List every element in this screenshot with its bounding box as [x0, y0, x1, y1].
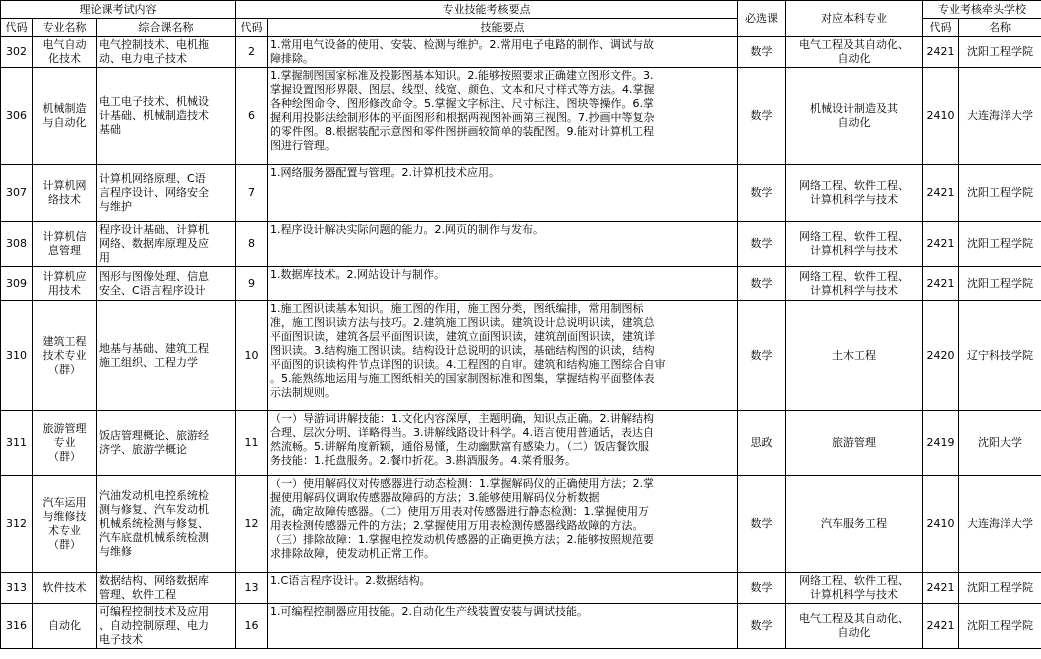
- row-major: 建筑工程 技术专业 （群）: [33, 301, 97, 411]
- row-skill-code: 2: [236, 37, 268, 68]
- row-skills: 1.常用电气设备的使用、安装、检测与维护。2.常用电子电路的制作、调试与故 障排除。: [268, 37, 738, 68]
- table-row: [1, 604, 1041, 649]
- row-major: 软件技术: [33, 573, 97, 604]
- row-major: 计算机网 络技术: [33, 165, 97, 222]
- row-courses: 计算机网络原理、C语 言程序设计、网络安全 与维护: [97, 165, 236, 222]
- table-row: [1, 301, 1041, 411]
- row-school-code: 2410: [923, 476, 959, 573]
- row-skill-code: 13: [236, 573, 268, 604]
- table-row: [1, 267, 1041, 301]
- row-code: 311: [1, 411, 33, 476]
- row-major: 计算机信 息管理: [33, 222, 97, 267]
- row-required: 数学: [738, 476, 786, 573]
- row-skill-code: 6: [236, 68, 268, 165]
- row-code: 302: [1, 37, 33, 68]
- row-skill-code: 10: [236, 301, 268, 411]
- row-school-code: 2410: [923, 68, 959, 165]
- row-required: 数学: [738, 301, 786, 411]
- row-skills: 1.网络服务器配置与管理。2.计算机技术应用。: [268, 165, 738, 222]
- row-major: 机械制造 与自动化: [33, 68, 97, 165]
- row-school: 沈阳工程学院: [959, 37, 1041, 68]
- row-skill-code: 8: [236, 222, 268, 267]
- row-bachelor: 机械设计制造及其 自动化: [786, 68, 923, 165]
- header-school-name: 名称: [959, 19, 1041, 37]
- row-school: 沈阳工程学院: [959, 222, 1041, 267]
- row-skills: 1.C语言程序设计。2.数据结构。: [268, 573, 738, 604]
- row-code: 316: [1, 604, 33, 649]
- row-courses: 可编程控制技术及应用 、自动控制原理、电力 电子技术: [97, 604, 236, 649]
- row-school: 辽宁科技学院: [959, 301, 1041, 411]
- row-code: 312: [1, 476, 33, 573]
- row-bachelor: 汽车服务工程: [786, 476, 923, 573]
- row-school: 沈阳工程学院: [959, 165, 1041, 222]
- header-lead-school: 专业考核牵头学校: [923, 1, 1041, 19]
- row-school-code: 2421: [923, 165, 959, 222]
- row-school-code: 2421: [923, 604, 959, 649]
- row-skill-code: 16: [236, 604, 268, 649]
- row-school-code: 2421: [923, 573, 959, 604]
- row-skill-code: 7: [236, 165, 268, 222]
- row-major: 自动化: [33, 604, 97, 649]
- row-bachelor: 网络工程、软件工程、 计算机科学与技术: [786, 165, 923, 222]
- row-school-code: 2421: [923, 267, 959, 301]
- row-skills: 1.程序设计解决实际问题的能力。2.网页的制作与发布。: [268, 222, 738, 267]
- row-school-code: 2421: [923, 222, 959, 267]
- header-code: 代码: [1, 19, 33, 37]
- row-major: 电气自动 化技术: [33, 37, 97, 68]
- header-required: 必选课: [738, 1, 786, 37]
- row-courses: 电工电子技术、机械设 计基础、机械制造技术 基础: [97, 68, 236, 165]
- table-row: [1, 222, 1041, 267]
- header-skill: 专业技能考核要点: [236, 1, 738, 19]
- table-row: [1, 68, 1041, 165]
- row-code: 308: [1, 222, 33, 267]
- row-bachelor: 网络工程、软件工程、 计算机科学与技术: [786, 267, 923, 301]
- row-major: 计算机应 用技术: [33, 267, 97, 301]
- row-required: 数学: [738, 573, 786, 604]
- row-required: 数学: [738, 165, 786, 222]
- row-school: 沈阳工程学院: [959, 267, 1041, 301]
- row-courses: 汽油发动机电控系统检 测与修复、汽车发动机 机械系统检测与修复、 汽车底盘机械系统检测 与维修: [97, 476, 236, 573]
- row-skills: （一）导游词讲解技能：1.文化内容深厚，主题明确，知识点正确。2.讲解结构 合理、层次分明、详略得当。3.讲解线路设计科学。4.语言使用普通话，表达自 然流畅。5.讲解角度新颖，通俗易懂，生动幽默富有感染力。（二）饭店餐饮服 务技能：1.托盘服务。2.餐巾折花。3.斟酒服务。4.菜肴服务。: [268, 411, 738, 476]
- row-school-code: 2421: [923, 37, 959, 68]
- row-bachelor: 网络工程、软件工程、 计算机科学与技术: [786, 222, 923, 267]
- header-row-1: [1, 1, 1041, 19]
- row-major: 汽车运用 与维修技 术专业 （群）: [33, 476, 97, 573]
- table-row: [1, 573, 1041, 604]
- header-theory: 理论课考试内容: [1, 1, 236, 19]
- row-school: 沈阳工程学院: [959, 573, 1041, 604]
- header-bachelor: 对应本科专业: [786, 1, 923, 37]
- row-skill-code: 12: [236, 476, 268, 573]
- row-school: 大连海洋大学: [959, 68, 1041, 165]
- row-skills: 1.数据库技术。2.网站设计与制作。: [268, 267, 738, 301]
- row-skill-code: 9: [236, 267, 268, 301]
- header-skill-code: 代码: [236, 19, 268, 37]
- row-required: 思政: [738, 411, 786, 476]
- row-code: 309: [1, 267, 33, 301]
- row-school: 大连海洋大学: [959, 476, 1041, 573]
- row-courses: 数据结构、网络数据库 管理、软件工程: [97, 573, 236, 604]
- row-courses: 地基与基础、建筑工程 施工组织、工程力学: [97, 301, 236, 411]
- row-skills: 1.施工图识读基本知识。施工图的作用，施工图分类，图纸编排，常用制图标 准，施工图识读方法与技巧。2.建筑施工图识读。建筑设计总说明识读，建筑总 平面图识读，建筑各层平面图识读，建筑立面图识读，建筑剖面图识读，建筑详 图识读。3.结构施工图识读。结构设计总说明的识读，基础结构图的识读，结构 平面图的识读构件节点详图的识读。4.工程图的自审。建筑和结构施工图综合自审 。5.能熟练地运用与施工图纸相关的国家制图标准和图集，掌握结构平面整体表 示法制规则。: [268, 301, 738, 411]
- row-school-code: 2420: [923, 301, 959, 411]
- row-skill-code: 11: [236, 411, 268, 476]
- row-bachelor: 旅游管理: [786, 411, 923, 476]
- row-school-code: 2419: [923, 411, 959, 476]
- row-bachelor: 电气工程及其自动化、 自动化: [786, 604, 923, 649]
- row-code: 306: [1, 68, 33, 165]
- row-courses: 程序设计基础、计算机 网络、数据库原理及应 用: [97, 222, 236, 267]
- table-row: [1, 165, 1041, 222]
- header-skill-points: 技能要点: [268, 19, 738, 37]
- table-body: [1, 37, 1041, 649]
- row-required: 数学: [738, 68, 786, 165]
- row-code: 307: [1, 165, 33, 222]
- row-bachelor: 网络工程、软件工程、 计算机科学与技术: [786, 573, 923, 604]
- row-bachelor: 土木工程: [786, 301, 923, 411]
- header-course-name: 综合课名称: [97, 19, 236, 37]
- row-required: 数学: [738, 267, 786, 301]
- row-bachelor: 电气工程及其自动化、 自动化: [786, 37, 923, 68]
- table-row: [1, 37, 1041, 68]
- row-required: 数学: [738, 222, 786, 267]
- header-school-code: 代码: [923, 19, 959, 37]
- row-skills: （一）使用解码仪对传感器进行动态检测：1.掌握解码仪的正确使用方法；2.掌 握使用解码仪调取传感器故障码的方法；3.能够使用解码仪分析数据 流，确定故障传感器。（二）使用万用表对传感器进行静态检测：1.掌握使用万 用表检测传感器元件的方法；2.掌握使用万用表检测传感器线路故障的方法。 （三）排除故障：1.掌握电控发动机传感器的正确更换方法；2.能够按照规范要 求排除故障，使发动机正常工作。: [268, 476, 738, 573]
- row-courses: 电气控制技术、电机拖 动、电力电子技术: [97, 37, 236, 68]
- row-school: 沈阳工程学院: [959, 604, 1041, 649]
- row-required: 数学: [738, 37, 786, 68]
- row-major: 旅游管理 专业 （群）: [33, 411, 97, 476]
- row-code: 310: [1, 301, 33, 411]
- row-code: 313: [1, 573, 33, 604]
- table-row: [1, 411, 1041, 476]
- row-courses: 饭店管理概论、旅游经 济学、旅游学概论: [97, 411, 236, 476]
- table-row: [1, 476, 1041, 573]
- row-school: 沈阳大学: [959, 411, 1041, 476]
- row-required: 数学: [738, 604, 786, 649]
- row-skills: 1.可编程控制器应用技能。2.自动化生产线装置安装与调试技能。: [268, 604, 738, 649]
- header-major-name: 专业名称: [33, 19, 97, 37]
- row-skills: 1.掌握制图国家标准及投影图基本知识。2.能够按照要求正确建立图形文件。3. 掌握设置图形界限、图层、线型、线宽、颜色、文本和尺寸样式等方法。4.掌握 各种绘图命令、图形修改命令。5.掌握文字标注、尺寸标注、图块等操作。6.掌 握利用投影法绘制形体的平面图形和根据两视图补画第三视图。7.抄画中等复杂 的零件图。8.根据装配示意图和零件图拼画较简单的装配图。9.能对计算机工程 图进行管理。: [268, 68, 738, 165]
- row-courses: 图形与图像处理、信息 安全、C语言程序设计: [97, 267, 236, 301]
